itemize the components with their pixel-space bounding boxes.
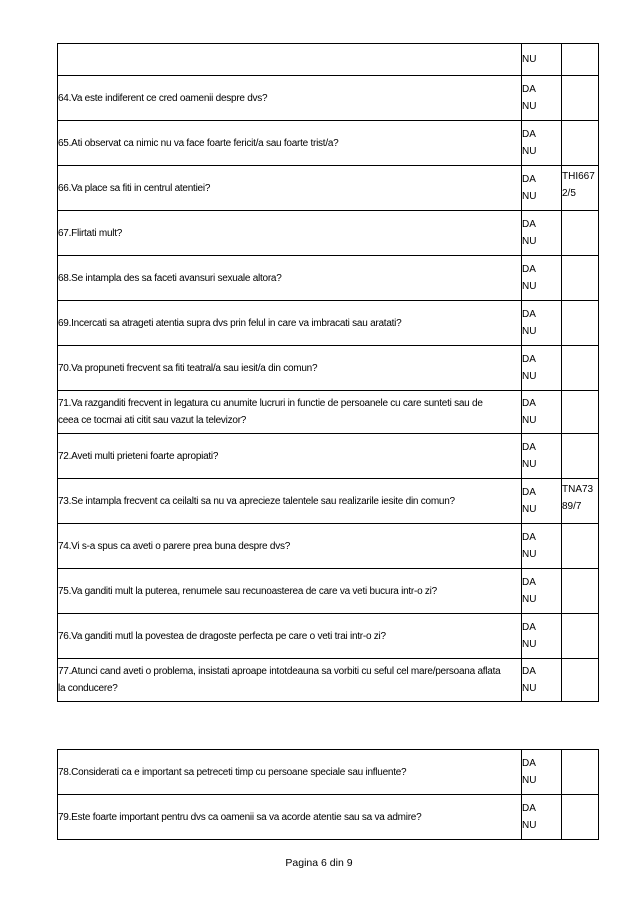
page-footer: Pagina 6 din 9 — [285, 857, 353, 869]
code-cell — [562, 795, 599, 840]
table-row — [58, 44, 599, 76]
question-text: 64.Va este indiferent ce cred oamenii despre dvs? — [58, 76, 522, 121]
questionnaire-table-1 — [57, 43, 599, 702]
code-cell — [562, 256, 599, 301]
question-text-line2: la conducere? — [58, 683, 118, 694]
answer-cell — [522, 121, 562, 166]
answer-no[interactable]: NU — [522, 594, 537, 605]
question-text: 75.Va ganditi mult la puterea, renumele sau recunoasterea de care va veti bucura intr-o zi? — [58, 569, 522, 614]
answer-yes[interactable]: DA — [522, 803, 536, 814]
code-cell — [562, 301, 599, 346]
answer-yes[interactable]: DA — [522, 398, 536, 409]
code-cell — [562, 76, 599, 121]
code-cell — [562, 44, 599, 76]
answer-yes[interactable]: DA — [522, 264, 536, 275]
question-text: 70.Va propuneti frecvent sa fiti teatral/a sau iesit/a din comun? — [58, 346, 522, 391]
answer-no[interactable]: NU — [522, 371, 537, 382]
code-cell — [562, 479, 599, 524]
question-text: 73.Se intampla frecvent ca ceilalti sa nu va aprecieze talentele sau realizarile iesite din comun? — [58, 479, 522, 524]
table-row — [58, 434, 599, 479]
answer-yes[interactable]: DA — [522, 174, 536, 185]
question-text: 78.Considerati ca e important sa petreceti timp cu persoane speciale sau influente? — [58, 750, 522, 795]
question-text: 72.Aveti multi prieteni foarte apropiati? — [58, 434, 522, 479]
answer-no[interactable]: NU — [522, 504, 537, 515]
table-row — [58, 750, 599, 795]
answer-cell — [522, 524, 562, 569]
answer-cell — [522, 301, 562, 346]
answer-yes[interactable]: DA — [522, 758, 536, 769]
answer-yes[interactable]: DA — [522, 219, 536, 230]
answer-cell — [522, 614, 562, 659]
code-cell — [562, 346, 599, 391]
answer-no: NU — [522, 54, 537, 65]
answer-yes[interactable]: DA — [522, 577, 536, 588]
answer-no[interactable]: NU — [522, 639, 537, 650]
answer-cell — [522, 659, 562, 702]
table-row — [58, 569, 599, 614]
question-text-line1: 71.Va razganditi frecvent in legatura cu anumite lucruri in functie de persoanele cu care sunteti sau de — [58, 398, 483, 409]
code-cell — [562, 659, 599, 702]
answer-yes[interactable]: DA — [522, 129, 536, 140]
answer-yes[interactable]: DA — [522, 84, 536, 95]
answer-no[interactable]: NU — [522, 101, 537, 112]
table-row — [58, 211, 599, 256]
question-text-line2: ceea ce tocmai ati citit sau vazut la televizor? — [58, 415, 247, 426]
answer-yes[interactable]: DA — [522, 666, 536, 677]
answer-no[interactable]: NU — [522, 326, 537, 337]
question-text: 69.Incercati sa atrageti atentia supra dvs prin felul in care va imbracati sau aratati? — [58, 301, 522, 346]
answer-cell — [522, 569, 562, 614]
question-text: 66.Va place sa fiti in centrul atentiei? — [58, 166, 522, 211]
questionnaire-table-2 — [57, 749, 599, 840]
answer-cell — [522, 44, 562, 76]
table-row — [58, 346, 599, 391]
item-code-line2: 89/7 — [562, 501, 582, 512]
code-cell — [562, 121, 599, 166]
answer-no[interactable]: NU — [522, 459, 537, 470]
code-cell — [562, 524, 599, 569]
answer-yes[interactable]: DA — [522, 309, 536, 320]
table-row — [58, 795, 599, 840]
table-row — [58, 659, 599, 702]
item-code-line1: TNA73 — [562, 484, 594, 495]
code-cell — [562, 434, 599, 479]
table-row — [58, 479, 599, 524]
answer-cell — [522, 434, 562, 479]
answer-cell — [522, 346, 562, 391]
table-row — [58, 391, 599, 434]
table-row — [58, 121, 599, 166]
answer-no[interactable]: NU — [522, 683, 537, 694]
answer-no[interactable]: NU — [522, 415, 537, 426]
answer-cell — [522, 166, 562, 211]
table-row — [58, 166, 599, 211]
question-text: 65.Ati observat ca nimic nu va face foarte fericit/a sau foarte trist/a? — [58, 121, 522, 166]
answer-no[interactable]: NU — [522, 281, 537, 292]
item-code — [562, 481, 598, 515]
question-text — [58, 391, 522, 434]
answer-cell — [522, 391, 562, 434]
answer-yes[interactable]: DA — [522, 532, 536, 543]
answer-no[interactable]: NU — [522, 146, 537, 157]
code-cell — [562, 569, 599, 614]
code-cell — [562, 166, 599, 211]
question-text: 67.Flirtati mult? — [58, 211, 522, 256]
table-row — [58, 256, 599, 301]
question-text: 76.Va ganditi mutl la povestea de dragoste perfecta pe care o veti trai intr-o zi? — [58, 614, 522, 659]
item-code — [562, 168, 598, 202]
answer-yes[interactable]: DA — [522, 622, 536, 633]
question-text: 74.Vi s-a spus ca aveti o parere prea buna despre dvs? — [58, 524, 522, 569]
code-cell — [562, 750, 599, 795]
table-row — [58, 614, 599, 659]
question-text: 79.Este foarte important pentru dvs ca oamenii sa va acorde atentie sau sa va admire? — [58, 795, 522, 840]
question-text-line1: 77.Atunci cand aveti o problema, insistati aproape intotdeauna sa vorbiti cu seful cel mare/persoana aflata — [58, 666, 501, 677]
code-cell — [562, 614, 599, 659]
answer-yes[interactable]: DA — [522, 354, 536, 365]
item-code-line1: THI667 — [562, 171, 595, 182]
code-cell — [562, 211, 599, 256]
answer-cell — [522, 76, 562, 121]
answer-no[interactable]: NU — [522, 236, 537, 247]
answer-yes[interactable]: DA — [522, 442, 536, 453]
answer-no[interactable]: NU — [522, 191, 537, 202]
answer-no[interactable]: NU — [522, 775, 537, 786]
answer-no[interactable]: NU — [522, 820, 537, 831]
answer-yes[interactable]: DA — [522, 487, 536, 498]
question-text — [58, 659, 522, 702]
table-row — [58, 301, 599, 346]
answer-cell — [522, 795, 562, 840]
table-row — [58, 76, 599, 121]
table-row — [58, 524, 599, 569]
code-cell — [562, 391, 599, 434]
answer-no[interactable]: NU — [522, 549, 537, 560]
question-text: 68.Se intampla des sa faceti avansuri sexuale altora? — [58, 256, 522, 301]
item-code-line2: 2/5 — [562, 188, 576, 199]
question-cell — [58, 44, 522, 76]
answer-cell — [522, 479, 562, 524]
answer-cell — [522, 256, 562, 301]
answer-cell — [522, 750, 562, 795]
answer-cell — [522, 211, 562, 256]
